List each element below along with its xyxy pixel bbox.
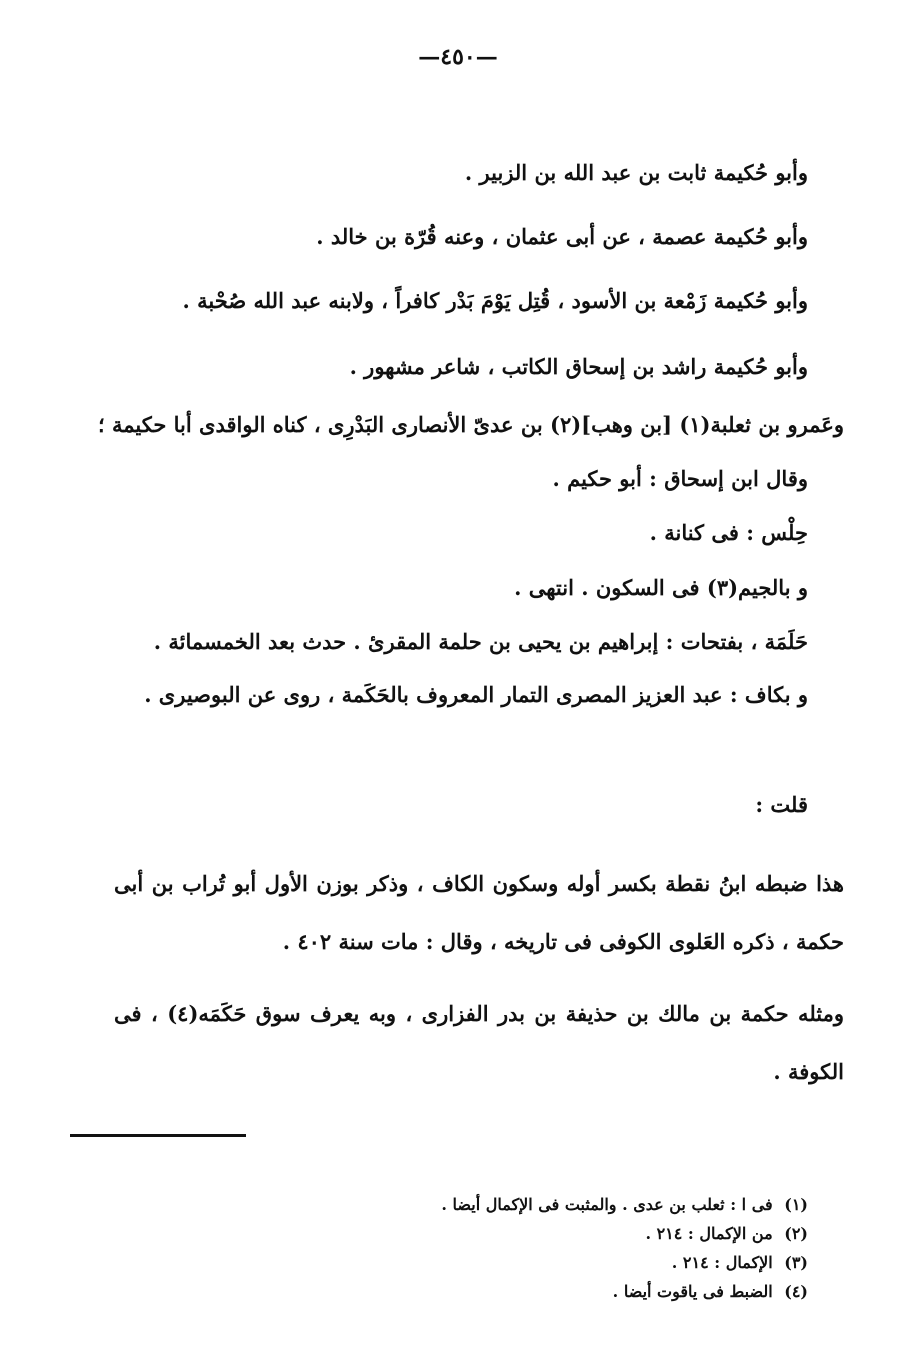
page-number: —٤٥٠— — [418, 44, 498, 70]
footnote-text: فى ا : ثعلب بن عدى . والمثبت فى الإكمال أيضا . — [441, 1195, 773, 1214]
entry-line: و بكاف : عبد العزيز المصرى التمار المعروف بالحَكَمة ، روى عن البوصيرى . — [144, 682, 808, 707]
footnote-item — [441, 1190, 808, 1219]
footnote-item — [441, 1277, 808, 1306]
footnote-mark: (١) — [784, 1195, 808, 1214]
paragraph: ومثله حكمة بن مالك بن حذيفة بن بدر الفزارى ، وبه يعرف سوق حَكَمَه(٤) ، فى الكوفة . — [114, 1001, 844, 1084]
entry-line: وعَمرو بن ثعلبة(١) [بن وهب](٢) بن عدىّ الأنصارى البَدْرِى ، كناه الواقدى أبا حكيمة ؛ — [98, 412, 844, 437]
footnote-mark: (٢) — [784, 1224, 808, 1243]
footnote-item — [441, 1219, 808, 1248]
footnote-text: الضبط فى ياقوت أيضا . — [612, 1282, 773, 1301]
footnote-item — [441, 1248, 808, 1277]
footnotes — [441, 1190, 808, 1306]
paragraph: هذا ضبطه ابنُ نقطة بكسر أوله وسكون الكاف ، وذكر بوزن الأول أبو تُراب بن أبى حكمة ، ذكره العَلوى الكوفى فى تاريخه ، وقال : مات سنة ٤٠٢ . — [114, 871, 844, 954]
footnote-text: من الإكمال : ٢١٤ . — [645, 1224, 773, 1243]
entry-line: وأبو حُكيمة راشد بن إسحاق الكاتب ، شاعر مشهور . — [349, 354, 808, 379]
entry-line: حِلْس : فى كنانة . — [649, 520, 808, 545]
footnote-divider — [70, 1134, 246, 1137]
footnote-mark: (٤) — [784, 1282, 808, 1301]
entry-line: وأبو حُكيمة زَمْعة بن الأسود ، قُتِل يَوْمَ بَدْر كافراً ، ولابنه عبد الله صُحْبة . — [182, 288, 808, 313]
footnote-mark: (٣) — [784, 1253, 808, 1272]
entry-line: و بالجيم(٣) فى السكون . انتهى . — [514, 575, 808, 600]
entry-line: وأبو حُكيمة ثابت بن عبد الله بن الزبير . — [464, 160, 808, 185]
entry-line: حَلَمَة ، بفتحات : إبراهيم بن يحيى بن حلمة المقرئ . حدث بعد الخمسمائة . — [153, 629, 808, 654]
entry-line: وأبو حُكيمة عصمة ، عن أبى عثمان ، وعنه قُرّة بن خالد . — [316, 224, 808, 249]
note-heading: قلت : — [755, 792, 808, 817]
entry-line: وقال ابن إسحاق : أبو حكيم . — [552, 466, 808, 491]
footnote-text: الإكمال : ٢١٤ . — [671, 1253, 773, 1272]
